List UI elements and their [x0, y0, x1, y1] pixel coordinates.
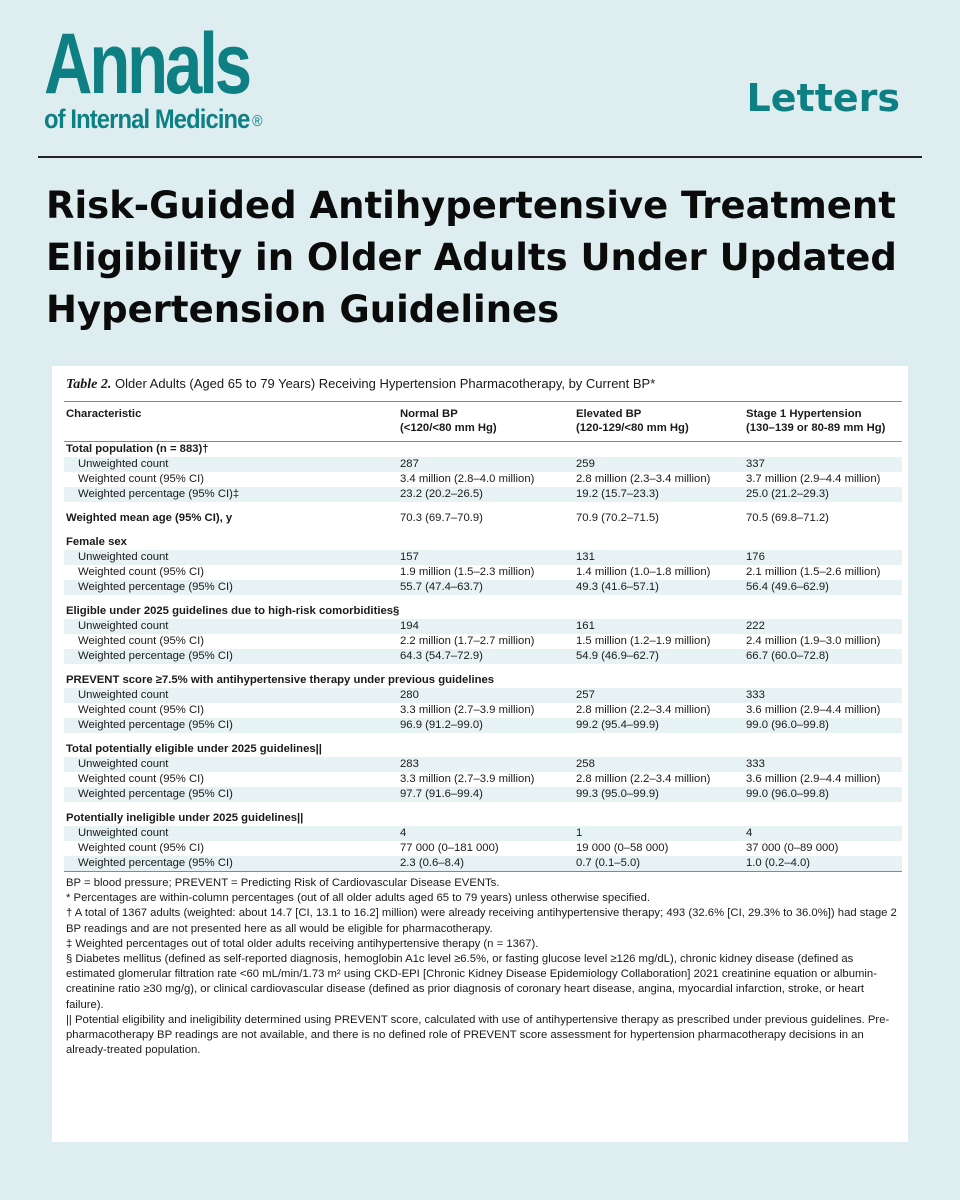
footnote: ‡ Weighted percentages out of total older adults receiving antihypertensive therapy (n = 1367).: [66, 937, 539, 950]
cell-value: 2.3 (0.6–8.4): [398, 856, 574, 872]
table-row: [64, 772, 902, 787]
cell-value: 0.7 (0.1–5.0): [574, 856, 744, 872]
row-label: Weighted mean age (95% CI), y: [66, 512, 233, 524]
cell-value: 56.4 (49.6–62.9): [744, 580, 902, 595]
header-elevated-bp: Elevated BP (120-129/<80 mm Hg): [576, 408, 689, 434]
cell-value: 99.3 (95.0–99.9): [574, 787, 744, 802]
cell-value: 3.7 million (2.9–4.4 million): [746, 473, 881, 485]
cell-value: 2.8 million (2.2–3.4 million): [576, 704, 711, 716]
table-row: [64, 757, 902, 772]
group-spacer: [64, 502, 902, 511]
table-row: [64, 787, 902, 802]
table-row: [64, 457, 902, 472]
table-row: [64, 703, 902, 718]
cell-value: 4: [398, 826, 574, 841]
cell-value: 55.7 (47.4–63.7): [398, 580, 574, 595]
footnote: † A total of 1367 adults (weighted: about 14.7 [CI, 13.1 to 16.2] million) were already receiving antihypertensive therapy; 493 (32.6% [CI, 29.3% to 36.0%]) had stage 2 BP readings and are not presented here as all would be eligible for pharmacotherapy.: [66, 907, 897, 935]
cell-value: 1: [574, 826, 744, 841]
row-label: Unweighted count: [64, 619, 398, 634]
cell-value: 1.5 million (1.2–1.9 million): [576, 635, 711, 647]
cell-value: 333: [744, 757, 902, 772]
cell-value: 2.8 million (2.3–3.4 million): [576, 473, 711, 485]
group-spacer: [64, 526, 902, 535]
row-label: Weighted count (95% CI): [78, 704, 205, 716]
article-title: Risk-Guided Antihypertensive Treatment Eligibility in Older Adults Under Updated Hypertension Guidelines: [46, 184, 897, 331]
header-characteristic: Characteristic: [66, 408, 142, 420]
table-row: [64, 841, 902, 856]
cell-value: 2.4 million (1.9–3.0 million): [746, 635, 881, 647]
table-footnotes: [64, 872, 902, 1058]
row-label: Unweighted count: [64, 757, 398, 772]
group-heading-row: [64, 811, 902, 826]
cell-value: 222: [744, 619, 902, 634]
row-label: Weighted percentage (95% CI)‡: [64, 487, 398, 502]
cell-value: 99.0 (96.0–99.8): [744, 718, 902, 733]
cell-value: 64.3 (54.7–72.9): [398, 649, 574, 664]
cell-value: 131: [574, 550, 744, 565]
row-label: Weighted count (95% CI): [78, 635, 205, 647]
cell-value: 3.3 million (2.7–3.9 million): [400, 704, 535, 716]
table-row: [64, 634, 902, 649]
group-heading: Female sex: [66, 536, 127, 548]
row-label: Weighted count (95% CI): [78, 773, 205, 785]
group-heading-row: [64, 673, 902, 688]
table-row: [64, 619, 902, 634]
cell-value: 2.8 million (2.2–3.4 million): [576, 773, 711, 785]
cell-value: 337: [744, 457, 902, 472]
cell-value: 3.3 million (2.7–3.9 million): [400, 773, 535, 785]
row-label: Unweighted count: [64, 826, 398, 841]
table-figure: [52, 366, 908, 1142]
cell-value: 176: [744, 550, 902, 565]
group-heading-row: [64, 742, 902, 757]
footnote: BP = blood pressure; PREVENT = Predicting Risk of Cardiovascular Disease EVENTs.: [66, 877, 500, 889]
table-row: [64, 565, 902, 580]
cell-value: 23.2 (20.2–26.5): [398, 487, 574, 502]
cell-value: 99.2 (95.4–99.9): [574, 718, 744, 733]
cell-value: 54.9 (46.9–62.7): [574, 649, 744, 664]
cell-value: 1.4 million (1.0–1.8 million): [576, 566, 711, 578]
registered-mark: ®: [252, 113, 262, 130]
cell-value: 3.6 million (2.9–4.4 million): [746, 704, 881, 716]
group-spacer: [64, 595, 902, 604]
row-label: Weighted percentage (95% CI): [64, 580, 398, 595]
cell-value: 77 000 (0–181 000): [400, 842, 499, 854]
footnote: § Diabetes mellitus (defined as self-reported diagnosis, hemoglobin A1c level ≥6.5%, or fasting glucose level ≥126 mg/dL), chronic kidney disease (defined as estimated glomerular filtration rate <60 mL/min/1.73 m² using CKD-EPI [Chronic Kidney Disease Epidemiology Collaboration] 2021 creatinine equation or albumin-creatinine ratio ≥30 mg/g), or clinical cardiovascular disease (defined as prior diagnosis of coronary heart disease, angina, myocardial infarction, stroke, or heart failure).: [66, 953, 877, 1011]
row-label: Weighted percentage (95% CI): [64, 718, 398, 733]
group-heading: Total population (n = 883)†: [66, 443, 209, 455]
header-normal-bp: Normal BP (<120/<80 mm Hg): [400, 408, 497, 434]
cell-value: 3.6 million (2.9–4.4 million): [746, 773, 881, 785]
group-spacer: [64, 733, 902, 742]
cell-value: 49.3 (41.6–57.1): [574, 580, 744, 595]
table-caption: [64, 372, 902, 402]
cell-value: 3.4 million (2.8–4.0 million): [400, 473, 535, 485]
table-row: [64, 718, 902, 733]
table-row: [64, 826, 902, 841]
row-label: Unweighted count: [64, 688, 398, 703]
table-row: [64, 487, 902, 502]
cell-value: 257: [574, 688, 744, 703]
cell-value: 70.5 (69.8–71.2): [746, 512, 829, 524]
logo-wordmark: Annals: [44, 16, 249, 112]
section-label: Letters: [746, 76, 900, 120]
row-label: Weighted percentage (95% CI): [64, 856, 398, 872]
table-header-row: [64, 402, 902, 442]
logo-subtitle: of Internal Medicine ®: [44, 104, 262, 134]
cell-value: 37 000 (0–89 000): [746, 842, 839, 854]
cell-value: 97.7 (91.6–99.4): [398, 787, 574, 802]
group-heading: Eligible under 2025 guidelines due to high-risk comorbidities§: [66, 605, 400, 617]
row-label: Unweighted count: [64, 550, 398, 565]
group-heading: PREVENT score ≥7.5% with antihypertensive therapy under previous guidelines: [66, 674, 495, 686]
cell-value: 1.9 million (1.5–2.3 million): [400, 566, 535, 578]
cell-value: 280: [398, 688, 574, 703]
cell-value: 19.2 (15.7–23.3): [574, 487, 744, 502]
row-label: Weighted count (95% CI): [78, 566, 205, 578]
table-row: [64, 472, 902, 487]
table-body: [64, 442, 902, 872]
journal-logo: [44, 16, 307, 137]
cell-value: 70.9 (70.2–71.5): [576, 512, 659, 524]
header-stage1-hypertension: Stage 1 Hypertension (130–139 or 80-89 mm Hg): [746, 408, 886, 434]
row-label: Weighted count (95% CI): [78, 842, 205, 854]
footnote: || Potential eligibility and ineligibility determined using PREVENT score, calculated with use of antihypertensive therapy as prescribed under previous guidelines. Pre-pharmacotherapy BP readings are not available, and there is no defined role of PREVENT score assessment for hypertension pharmacotherapy decisions in an already-treated population.: [66, 1013, 890, 1057]
cell-value: 161: [574, 619, 744, 634]
cell-value: 1.0 (0.2–4.0): [744, 856, 902, 872]
data-table: [64, 402, 902, 872]
group-spacer: [64, 664, 902, 673]
header-divider: [38, 156, 922, 158]
cell-value: 287: [398, 457, 574, 472]
cell-value: 99.0 (96.0–99.8): [744, 787, 902, 802]
table-label: Table 2.: [66, 377, 112, 392]
group-heading: Potentially ineligible under 2025 guidelines||: [66, 812, 304, 824]
cell-value: 2.1 million (1.5–2.6 million): [746, 566, 881, 578]
cell-value: 194: [398, 619, 574, 634]
table-row: [64, 550, 902, 565]
cell-value: 2.2 million (1.7–2.7 million): [400, 635, 535, 647]
group-heading-row: [64, 535, 902, 550]
table-caption-text: Older Adults (Aged 65 to 79 Years) Receiving Hypertension Pharmacotherapy, by Current BP*: [115, 376, 656, 391]
cell-value: 25.0 (21.2–29.3): [744, 487, 902, 502]
cell-value: 70.3 (69.7–70.9): [400, 512, 483, 524]
table-row: [64, 688, 902, 703]
table-row: [64, 649, 902, 664]
group-spacer: [64, 802, 902, 811]
row-label: Weighted count (95% CI): [78, 473, 205, 485]
cell-value: 96.9 (91.2–99.0): [398, 718, 574, 733]
footnote: * Percentages are within-column percentages (out of all older adults aged 65 to 79 years) unless otherwise specified.: [66, 892, 651, 905]
cell-value: 157: [398, 550, 574, 565]
table-row: [64, 580, 902, 595]
cell-value: 4: [744, 826, 902, 841]
cell-value: 283: [398, 757, 574, 772]
cell-value: 259: [574, 457, 744, 472]
group-heading-row: [64, 604, 902, 619]
cell-value: 66.7 (60.0–72.8): [744, 649, 902, 664]
table-row: [64, 511, 902, 526]
row-label: Unweighted count: [64, 457, 398, 472]
row-label: Weighted percentage (95% CI): [64, 649, 398, 664]
table-row: [64, 856, 902, 872]
cell-value: 258: [574, 757, 744, 772]
cell-value: 333: [744, 688, 902, 703]
cell-value: 19 000 (0–58 000): [576, 842, 669, 854]
row-label: Weighted percentage (95% CI): [64, 787, 398, 802]
group-heading-row: [64, 442, 902, 458]
group-heading: Total potentially eligible under 2025 guidelines||: [66, 743, 322, 755]
